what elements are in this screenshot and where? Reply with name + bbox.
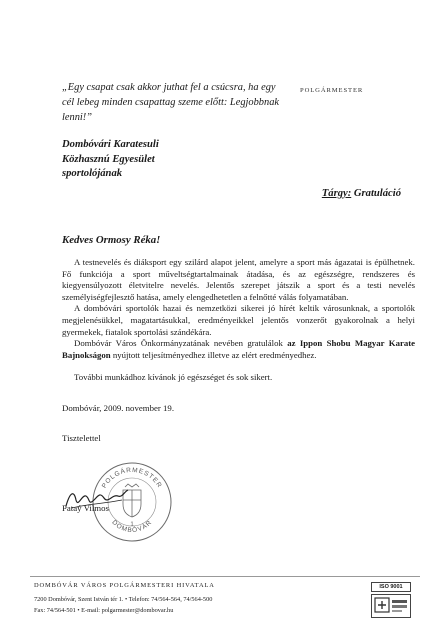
body-paragraph: A testnevelés és diáksport egy szilárd alapot jelent, amelyre a sport más ágazatai is épülhetnek. Fő funkciója a sport műveltségtartalmainak átadása, és az egészségre, rendszeres és kiegyensúlyozott életvitelre nevelés. Jelentős szerepet játszik a sport és a testi nevelés személyiségfejlesztő hatása, amely elengedhetetlen a felnőtté válás folyamatában. (62, 257, 415, 302)
body-text: Dombóvár Város Önkormányzatának nevében gratulálok (74, 338, 288, 349)
body-paragraph (62, 338, 415, 361)
closing: Tisztelettel (62, 433, 101, 443)
addressee-line: sportolójának (62, 168, 123, 179)
place-date: Dombóvár, 2009. november 19. (62, 403, 175, 413)
office-title: POLGÁRMESTER (300, 87, 364, 94)
addressee-line: Közhasznú Egyesület (62, 153, 155, 165)
letter-body (62, 257, 415, 384)
subject-value: Gratuláció (353, 188, 401, 199)
salutation: Kedves Ormosy Réka! (62, 234, 161, 246)
competition-name: az Ippon Shobu Magyar Karate Bajnokságon (62, 338, 415, 360)
body-paragraph: További munkádhoz kívánok jó egészséget és sok sikert. (74, 372, 273, 383)
letterhead-motto: „Egy csapat csak akkor juthat fel a csúcsra, ha egy cél lebeg minden csapattag szeme előtt: Legjobbnak lenni!” (62, 82, 279, 123)
subject-line (322, 188, 401, 199)
iso-badge-label: ISO 9001 (371, 582, 411, 592)
subject-label: Tárgy: (321, 188, 352, 199)
certification-logo-icon (371, 594, 411, 618)
seal-bottom-text: DOMBÓVÁR (110, 518, 154, 535)
body-text: nyújtott teljesítményedhez illetve az elért eredményedhez. (110, 349, 317, 360)
footer-address: 7200 Dombóvár, Szent István tér 1. • Telefon: 74/564-564, 74/564-500 (34, 596, 213, 603)
addressee-block (62, 138, 159, 182)
footer (34, 582, 215, 616)
footer-divider (30, 576, 420, 577)
body-paragraph: A dombóvári sportolók hazai és nemzetközi sikerei jó hírét keltik városunknak, a sportolók megjelenésükkel, magatartásukkal, eredményeikkel jelentős vonzerőt gyakorolnak a helyi gyermekek, fiatalok sportolási szándékára. (62, 303, 415, 337)
signer-name: Pataý Vilmos (62, 503, 109, 513)
footer-org: DOMBÓVÁR VÁROS POLGÁRMESTERI HIVATALA (34, 582, 215, 589)
seal-number: 1 (130, 522, 134, 528)
handwritten-signature (62, 486, 132, 512)
addressee-line: Dombóvári Karatesuli (62, 139, 159, 150)
seal-top-text: POLGÁRMESTER (100, 466, 164, 490)
footer-contact: Fax: 74/564-501 • E-mail: polgarmester@dombovar.hu (34, 606, 174, 614)
